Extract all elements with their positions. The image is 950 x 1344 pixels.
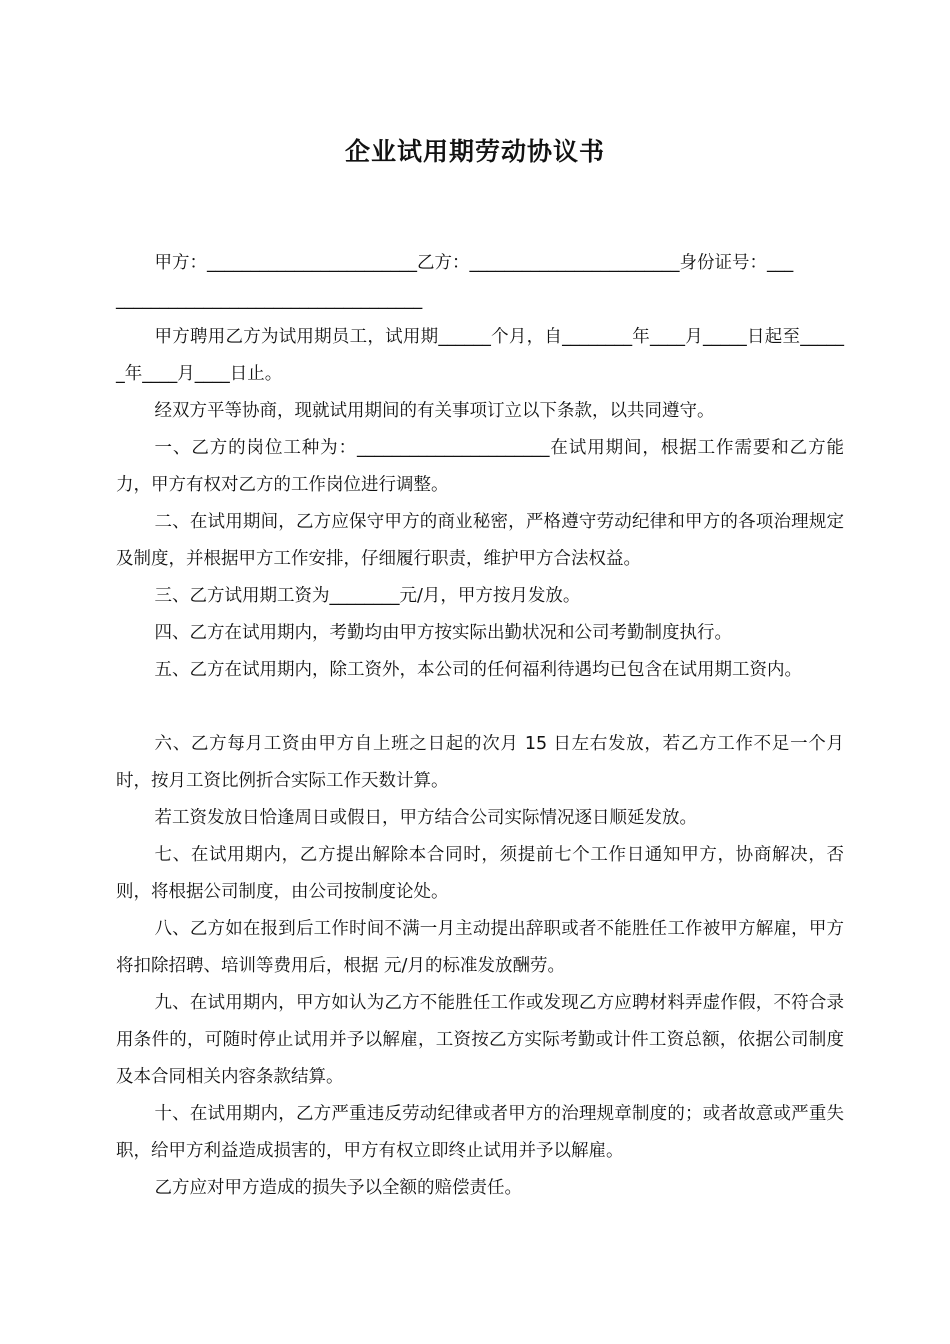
party-b-blank: ________________________ — [469, 253, 680, 273]
id-number-continuation — [116, 282, 844, 319]
id-number-blank-1: ___ — [767, 253, 794, 273]
paragraph-probation-period: 甲方聘用乙方为试用期员工，试用期______个月，自________年____月_____日起至______年____月____日止。 — [116, 327, 844, 384]
clause-6-note: 若工资发放日恰逢周日或假日，甲方结合公司实际情况逐日顺延发放。 — [154, 808, 697, 828]
party-a-blank: ________________________ — [207, 253, 417, 273]
document-body — [116, 245, 844, 1207]
clause-6: 六、乙方每月工资由甲方自上班之日起的次月 15 日左右发放，若乙方工作不足一个月时，按月工资比例折合实际工作天数计算。 — [116, 734, 844, 791]
party-a-label: 甲方： — [154, 253, 207, 273]
clause-10-note: 乙方应对甲方造成的损失予以全额的赔偿责任。 — [154, 1178, 522, 1198]
clause-4: 四、乙方在试用期内，考勤均由甲方按实际出勤状况和公司考勤制度执行。 — [154, 623, 732, 643]
clause-3: 三、乙方试用期工资为________元/月，甲方按月发放。 — [154, 586, 581, 606]
clause-5: 五、乙方在试用期内，除工资外，本公司的任何福利待遇均已包含在试用期工资内。 — [154, 660, 802, 680]
paragraph-preamble: 经双方平等协商，现就试用期间的有关事项订立以下条款，以共同遵守。 — [154, 401, 715, 421]
clause-9: 九、在试用期内，甲方如认为乙方不能胜任工作或发现乙方应聘材料弄虚作假，不符合录用条件的，可随时停止试用并予以解雇，工资按乙方实际考勤或计件工资总额，依据公司制度及本合同相关内容条款结算。 — [116, 993, 844, 1087]
clause-2: 二、在试用期间，乙方应保守甲方的商业秘密，严格遵守劳动纪律和甲方的各项治理规定及制度，并根据甲方工作安排，仔细履行职责，维护甲方合法权益。 — [116, 512, 844, 569]
party-b-label: 乙方： — [417, 253, 470, 273]
id-number-blank-2: ___________________________________ — [116, 290, 423, 310]
clause-10: 十、在试用期内，乙方严重违反劳动纪律或者甲方的治理规章制度的；或者故意或严重失职，给甲方利益造成损害的，甲方有权立即终止试用并予以解雇。 — [116, 1104, 844, 1161]
clause-8: 八、乙方如在报到后工作时间不满一月主动提出辞职或者不能胜任工作被甲方解雇，甲方将扣除招聘、培训等费用后，根据 元/月的标准发放酬劳。 — [116, 919, 844, 976]
document-title: 企业试用期劳动协议书 — [344, 137, 605, 166]
id-number-label: 身份证号： — [679, 253, 767, 273]
clause-1: 一、乙方的岗位工种为：______________________在试用期间，根据工作需要和乙方能力，甲方有权对乙方的工作岗位进行调整。 — [116, 438, 844, 495]
parties-line — [116, 245, 844, 282]
clause-7: 七、在试用期内，乙方提出解除本合同时，须提前七个工作日通知甲方，协商解决，否则，将根据公司制度，由公司按制度论处。 — [116, 845, 844, 902]
